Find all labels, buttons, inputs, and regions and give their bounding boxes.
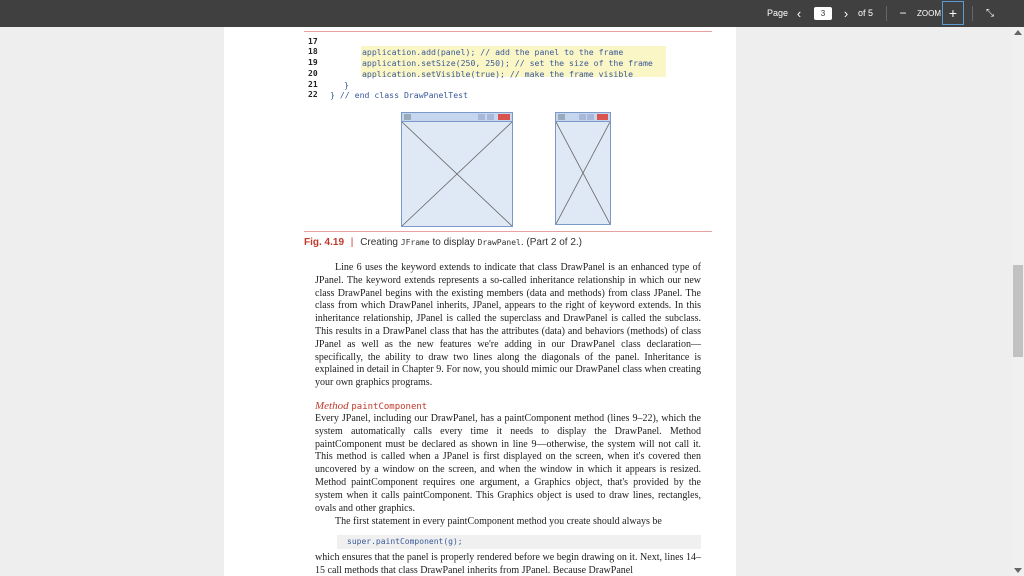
figure-number: Fig. 4.19 xyxy=(304,237,345,248)
minimize-icon xyxy=(579,114,586,120)
line-number: 21 xyxy=(308,80,318,89)
caption-class: DrawPanel xyxy=(477,238,521,247)
code-line: application.setVisible(true); // make the frame visible xyxy=(362,69,634,79)
paragraph: which ensures that the panel is properly rendered before we begin drawing on it. Next, lines 14–15 call methods that class DrawPanel inherits from JPanel. Because DrawPanel xyxy=(315,552,701,576)
paragraph: Every JPanel, including our DrawPanel, has a paintComponent method (lines 9–22), which the system automatically calls every time it needs to display the DrawPanel. Method paintComponent must be declared as shown in line 9—otherwise, the system will not call it. This method is called when a JPanel is first displayed on the screen, when it's covered then uncovered by a window on the screen, and when the window in which it appears is resized. Method paintComponent requires one argument, a Graphics object, that's provided by the system when it calls paintComponent. This Graphics object is used to draw lines, rectangles, ovals and other graphics. xyxy=(315,413,701,514)
paragraph: Line 6 uses the keyword extends to indicate that class DrawPanel is an enhanced type of JPanel. The keyword extends represents a so-called inheritance relationship in which our new class DrawPanel begins with the existing members (data and methods) from class JPanel. The class from which DrawPanel inherits, JPanel, appears to the right of keyword extends. In this inheritance relationship, JPanel is called the superclass and DrawPanel is called the subclass. This results in a DrawPanel class that has the attributes (data) and behaviors (methods) of class JPanel as well as the new features we're adding in our DrawPanel class declaration—specifically, the ability to draw two lines along the diagonals of the panel. Inheritance is explained in detail in Chapter 9. For now, you should mimic our DrawPanel class when creating your own graphics programs. xyxy=(315,262,701,389)
top-rule xyxy=(304,31,712,32)
scrollbar-thumb[interactable] xyxy=(1013,265,1023,357)
diagonal-lines xyxy=(402,122,512,226)
jframe-window-small xyxy=(555,112,611,225)
next-page-button[interactable]: › xyxy=(843,6,849,21)
line-number: 22 xyxy=(308,90,318,99)
line-number: 20 xyxy=(308,69,318,78)
vertical-scrollbar[interactable] xyxy=(1012,27,1024,576)
code-line: application.setSize(250, 250); // set the size of the frame xyxy=(362,58,653,68)
close-icon xyxy=(498,114,510,120)
zoom-out-button[interactable]: − xyxy=(899,6,907,20)
caption-text: to display xyxy=(432,237,475,248)
code-line: } xyxy=(344,80,349,90)
toolbar-divider xyxy=(972,6,973,21)
code-line: application.add(panel); // add the panel to the frame xyxy=(362,47,624,57)
line-number: 17 xyxy=(308,37,318,46)
caption-rule xyxy=(304,231,712,232)
heading-text: Method xyxy=(315,400,349,412)
scroll-up-icon[interactable] xyxy=(1014,30,1022,35)
prev-page-button[interactable]: ‹ xyxy=(796,6,802,21)
code-line: } // end class DrawPanelTest xyxy=(330,90,469,100)
zoom-in-button[interactable]: + xyxy=(942,1,964,25)
minimize-icon xyxy=(478,114,485,120)
close-icon xyxy=(597,114,608,120)
line-number: 19 xyxy=(308,58,318,67)
toolbar-divider xyxy=(886,6,887,21)
viewer-toolbar xyxy=(0,0,1024,27)
heading-code: paintComponent xyxy=(351,402,428,412)
maximize-icon xyxy=(487,114,494,120)
figure-caption: Fig. 4.19 | Creating JFrame to display DrawPanel. (Part 2 of 2.) xyxy=(304,237,582,248)
jframe-window-large xyxy=(401,112,513,227)
page-label: Page xyxy=(767,8,789,18)
window-titlebar xyxy=(556,113,610,122)
code-sample: super.paintComponent(g); xyxy=(337,535,701,549)
paragraph: The first statement in every paintComponent method you create should always be xyxy=(335,516,662,527)
diagonal-lines xyxy=(556,122,610,224)
window-app-icon xyxy=(404,114,411,120)
zoom-label: ZOOM xyxy=(917,9,941,18)
page-count: of 5 xyxy=(858,8,874,18)
window-titlebar xyxy=(402,113,512,122)
caption-class: JFrame xyxy=(400,238,430,247)
fullscreen-icon[interactable]: ⤡ xyxy=(986,8,994,19)
caption-text: . (Part 2 of 2.) xyxy=(520,237,582,248)
page-number-input[interactable]: 3 xyxy=(814,7,832,20)
caption-text: Creating xyxy=(360,237,398,248)
maximize-icon xyxy=(587,114,594,120)
scroll-down-icon[interactable] xyxy=(1014,568,1022,573)
line-number: 18 xyxy=(308,47,318,56)
document-page xyxy=(224,27,736,576)
section-heading xyxy=(315,400,427,412)
window-app-icon xyxy=(558,114,565,120)
